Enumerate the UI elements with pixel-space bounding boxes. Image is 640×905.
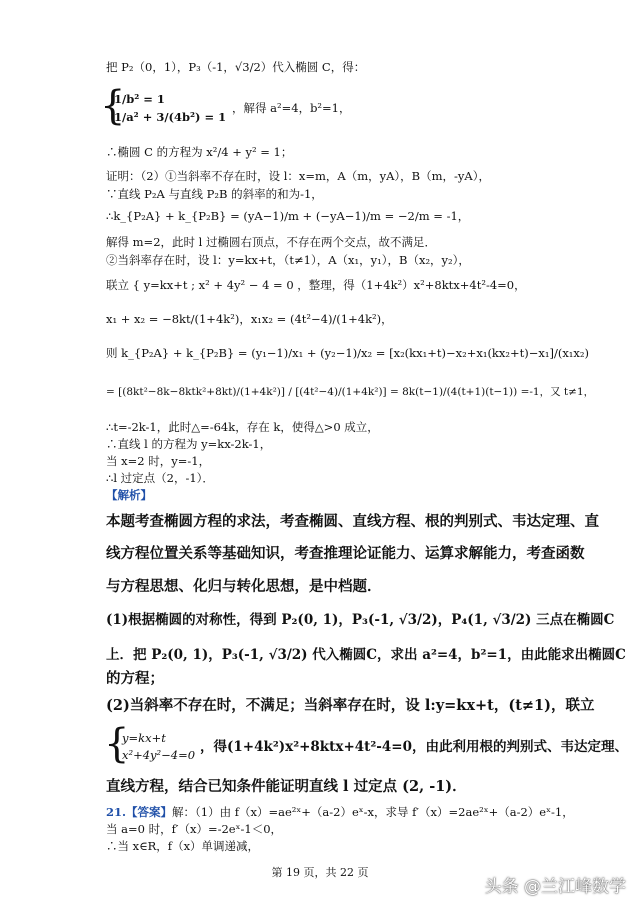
equation-result: ，解得 a²=4，b²=1， [232,101,351,115]
solution-line-7: 解得 m=2，此时 l 过椭圆右顶点，不存在两个交点，故不满足． [106,235,436,249]
analysis-line-2: 线方程位置关系等基础知识，考查推理论证能力、运算求解能力，考查函数 [106,545,585,562]
equation-line: x²+4y²−4=0 [122,748,196,762]
solution-line-9: 联立 { y=kx+t ; x² + 4y² − 4 = 0 ，整理，得（1+4k²）x²+8ktx+4t²-4=0， [106,278,526,292]
equation-line: 1/b² = 1 [114,92,165,106]
solution-line-5: ∵直线 P₂A 与直线 P₂B 的斜率的和为-1， [106,187,323,201]
analysis-heading: 【解析】 [106,488,152,502]
question-21-line-2: 当 a=0 时，f′（x）=-2eˣ-1＜0， [106,822,283,836]
analysis-line-5: 上．把 P₂(0, 1)，P₃(-1, √3/2) 代入椭圆C，求出 a²=4，b²=1，由此能求出椭圆C [106,647,626,663]
analysis-line-4: (1)根据椭圆的对称性，得到 P₂(0, 1)，P₃(-1, √3/2)，P₄(1, √3/2) 三点在椭圆C [106,612,615,628]
solution-line-15: 当 x=2 时，y=-1， [106,454,211,468]
solution-line-8: ②当斜率存在时，设 l：y=kx+t，（t≠1），A（x₁，y₁），B（x₂，y₂）， [106,253,470,267]
question-21-line-3: ∴当 x∈R，f（x）单调递减， [106,839,260,853]
solution-line-6: ∴k_{P₂A} + k_{P₂B} = (yA−1)/m + (−yA−1)/m = −2/m = -1， [106,209,470,223]
brace: { [100,83,126,129]
analysis-line-1: 本题考查椭圆方程的求法，考查椭圆、直线方程、根的判别式、韦达定理、直 [106,513,599,530]
solution-line-12: = [(8kt²−8k−8ktk²+8kt)/(1+4k²)] / [(4t²−4)/(1+4k²)] = 8k(t−1)/(4(t+1)(t−1)) =-1，又 t≠1， [106,386,595,398]
equation-line: y=kx+t [122,731,166,745]
equation-line: 1/a² + 3/(4b²) = 1 [114,110,227,124]
analysis-line-9: 直线方程，结合已知条件能证明直线 l 过定点 (2, -1)． [106,778,467,795]
page-footer: 第 19 页，共 22 页 [271,866,369,879]
solution-line-4: 证明：（2）①当斜率不存在时，设 l：x=m，A（m，yA），B（m，-yA）， [106,169,490,183]
solution-line-3: ∴椭圆 C 的方程为 x²/4 + y² = 1； [106,145,293,159]
answer-tag: 21.【答案】 [106,805,173,819]
solution-line-13: ∴t=-2k-1，此时△=-64k，存在 k，使得△>0 成立， [106,420,379,434]
brace: { [104,721,130,767]
solution-line-10: x₁ + x₂ = −8kt/(1+4k²)，x₁x₂ = (4t²−4)/(1+4k²)， [106,312,393,326]
solution-line-16: ∴l 过定点（2，-1）． [106,471,214,485]
solution-line-14: ∴直线 l 的方程为 y=kx-2k-1， [106,437,272,451]
analysis-line-7: (2)当斜率不存在时，不满足；当斜率存在时，设 l:y=kx+t，(t≠1)，联立 [106,697,595,714]
analysis-line-6: 的方程； [106,670,164,687]
question-21-line-1 [106,805,574,819]
analysis-line-3: 与方程思想、化归与转化思想，是中档题． [106,578,382,595]
answer-text: 解：（1）由 f（x）=ae²ˣ+（a-2）eˣ-x，求导 f′（x）=2ae²ˣ+（a-2）eˣ-1， [172,805,574,819]
solution-line-1: 把 P₂（0，1），P₃（-1，√3/2）代入椭圆 C，得： [106,60,366,74]
solution-line-11: 则 k_{P₂A} + k_{P₂B} = (y₁−1)/x₁ + (y₂−1)/x₂ = [x₂(kx₁+t)−x₂+x₁(kx₂+t)−x₁]/(x₁x₂) [106,346,589,360]
watermark: 头条 @兰江峰数学 [484,877,626,897]
analysis-line-8: ，得(1+4k²)x²+8ktx+4t²-4=0，由此利用根的判别式、韦达定理、 [200,739,628,755]
